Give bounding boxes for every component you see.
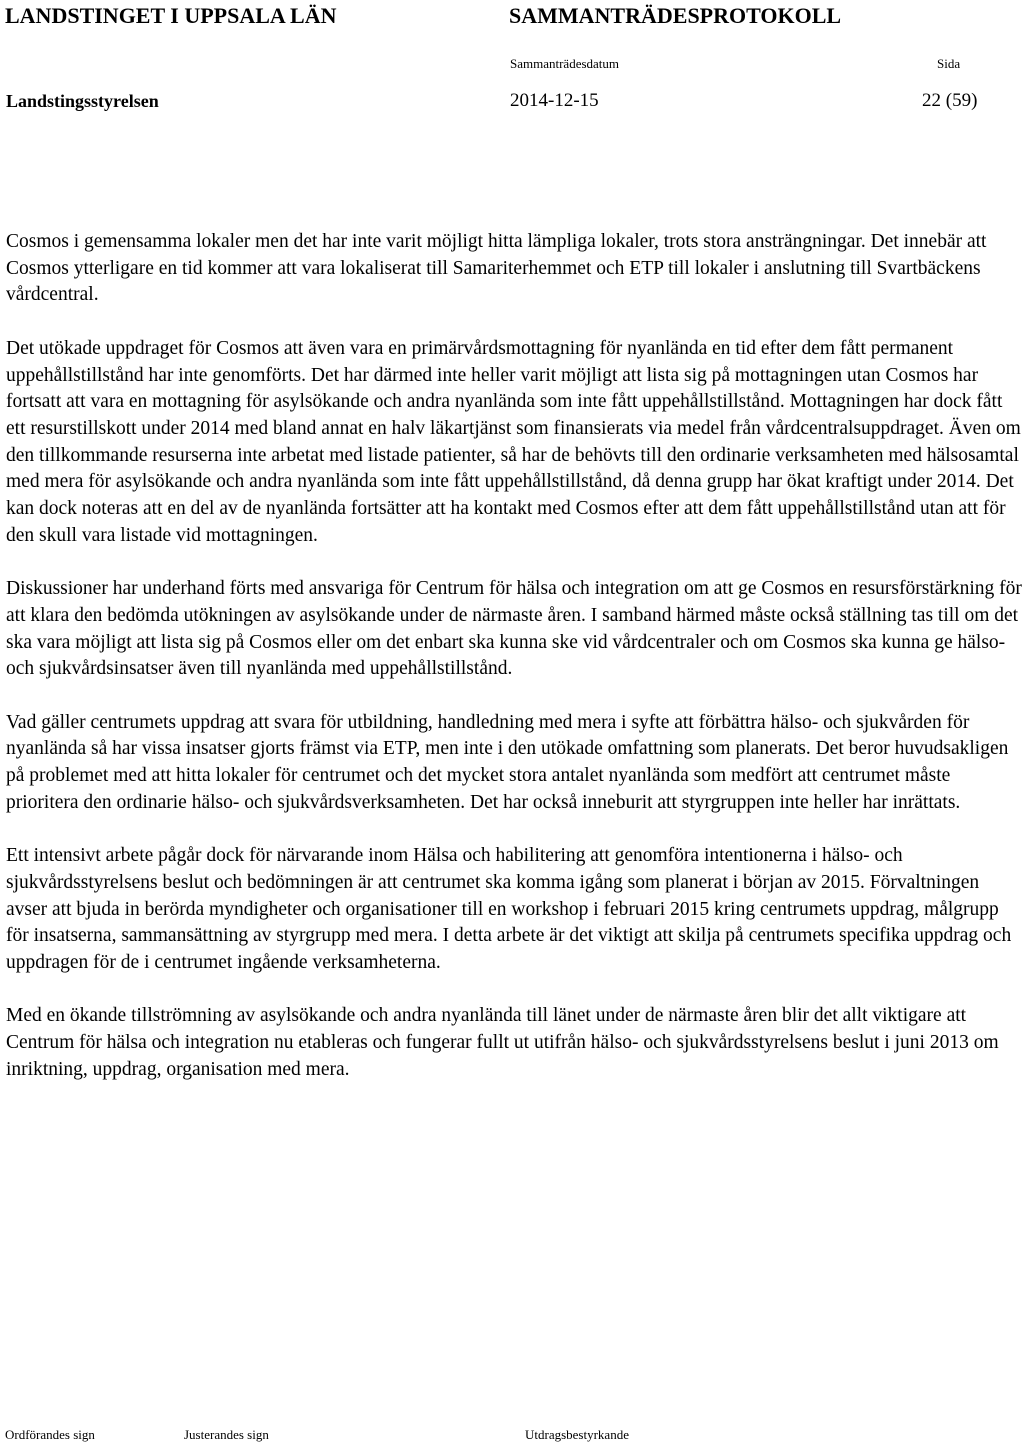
extract-certification-label: Utdragsbestyrkande bbox=[525, 1427, 629, 1442]
paragraph: Vad gäller centrumets uppdrag att svara för utbildning, handledning med mera i syfte att förbättra hälso- och sjukvården för nyanlända så har vissa insatser gjorts främst via ETP, men inte i den utökade omfattning som planerats. Det beror huvudsakligen på problemet med att hitta lokaler för centrumet och det mycket stora antalet nyanlända som medfört att centrumet måste prioritera den ordinarie hälso- och sjukvårdsverksamheten. Det har också inneburit att styrgruppen inte heller har inrättats. bbox=[6, 711, 1009, 813]
paragraph: Det utökade uppdraget för Cosmos att även vara en primärvårdsmottagning för nyanlända en tid efter dem fått permanent uppehållstillstånd har inte genomförts. Det har därmed inte heller varit möjligt att lista sig på mottagningen utan Cosmos har fortsatt att vara en mottagning för asylsökande och andra nyanlända som inte fått uppehållstillstånd. Mottagningen har dock fått ett resurstillskott under 2014 med bland annat en halv läkartjänst som finansierats via medel från vårdcentralsuppdraget. Även om den tillkommande resurserna inte arbetat med listade patienter, så har de behövts till den ordinarie verksamheten med hälsosamtal med mera för asylsökande och andra nyanlända som inte fått uppehållstillstånd, då denna grupp har ökat kraftigt under 2014. Det kan dock noteras att en del av de nyanlända fortsätter att ha kontakt med Cosmos efter att dem fått uppehållstillstånd utan att för den skull vara listade vid mottagningen. bbox=[6, 337, 1021, 546]
page-number: 22 (59) bbox=[922, 90, 978, 111]
paragraph: Diskussioner har underhand förts med ansvariga för Centrum för hälsa och integration om att ge Cosmos en resursförstärkning för att klara den bedömda utökningen av asylsökande under de närmaste åren. I samband härmed måste också ställning tas till om det ska vara möjligt att lista sig på Cosmos eller om det enbart ska kunna ske vid vårdcentraler och om Cosmos ska kunna ge hälso- och sjukvårdsinsatser även till nyanlända med uppehållstillstånd. bbox=[6, 578, 1022, 680]
paragraph: Cosmos i gemensamma lokaler men det har inte varit möjligt hitta lämpliga lokaler, trots stora ansträngningar. Det innebär att Cosmos ytterligare en tid kommer att vara lokaliserat till Samariterhemmet och ETP till lokaler i anslutning till Svartbäckens vårdcentral. bbox=[6, 231, 987, 306]
chair-signature-label: Ordförandes sign bbox=[5, 1427, 95, 1442]
organization-name: LANDSTINGET I UPPSALA LÄN bbox=[5, 3, 337, 28]
paragraph: Med en ökande tillströmning av asylsökande och andra nyanlända till länet under de närmaste åren blir det allt viktigare att Centrum för hälsa och integration nu etableras och fungerar fullt ut utifrån hälso- och sjukvårdsstyrelsens beslut i juni 2013 om inriktning, uppdrag, organisation med mera. bbox=[6, 1005, 999, 1080]
meeting-date: 2014-12-15 bbox=[510, 90, 599, 111]
meeting-date-label: Sammanträdesdatum bbox=[510, 56, 620, 71]
paragraph: Ett intensivt arbete pågår dock för närvarande inom Hälsa och habilitering att genomföra intentionerna i hälso- och sjukvårdsstyrelsens beslut och bedömningen är att centrumet ska komma igång som planerat i början av 2015. Förvaltningen avser att bjuda in berörda myndigheter och organisationer till en workshop i februari 2015 kring centrumets uppdrag, målgrupp för insatserna, sammansättning av styrgrupp med mera. I detta arbete är det viktigt att skilja på centrumets specifika uppdrag och uppdragen för de i centrumet ingående verksamheterna. bbox=[6, 845, 1012, 973]
page-label: Sida bbox=[937, 56, 961, 71]
document-type: SAMMANTRÄDESPROTOKOLL bbox=[509, 3, 842, 28]
adjuster-signature-label: Justerandes sign bbox=[184, 1427, 269, 1442]
protocol-body bbox=[6, 229, 1022, 1110]
board-name: Landstingsstyrelsen bbox=[6, 91, 159, 111]
